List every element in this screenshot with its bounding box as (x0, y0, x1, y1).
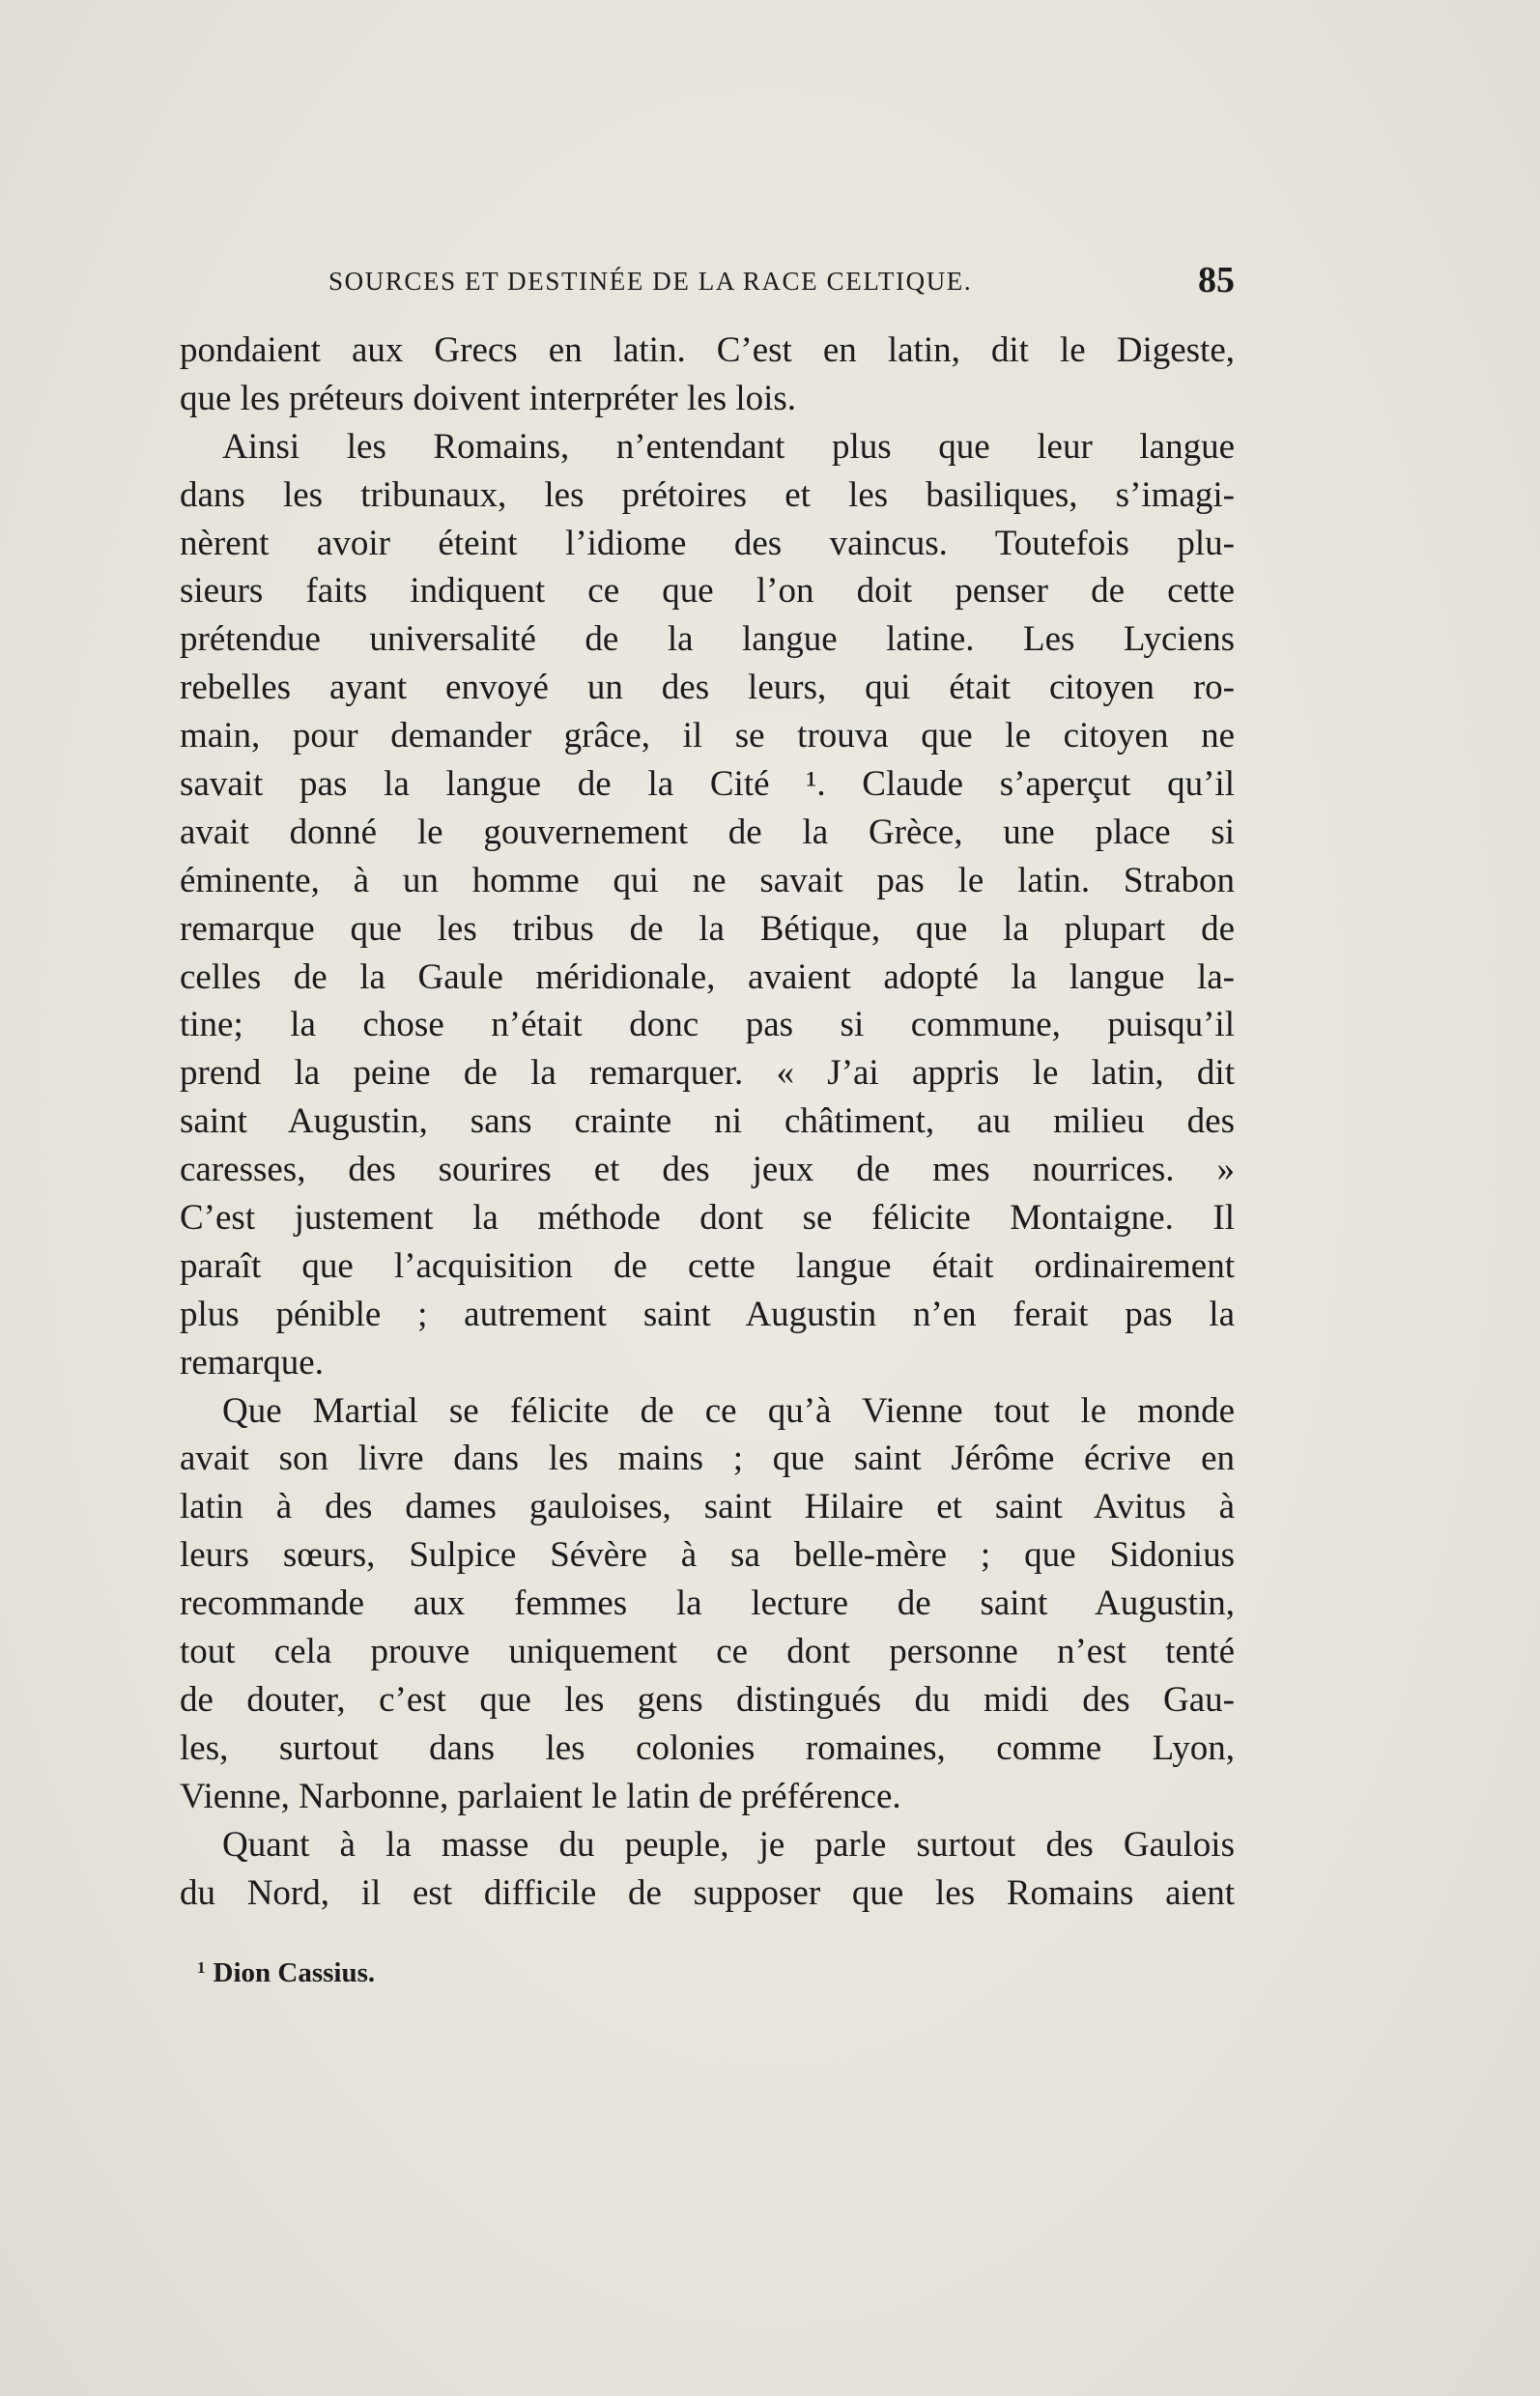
text-line: Que Martial se félicite de ce qu’à Vienne tout le monde (222, 1390, 1235, 1431)
text-line: de douter, c’est que les gens distingués du midi des Gau- (180, 1679, 1235, 1720)
text-line: que les préteurs doivent interpréter les lois. (180, 378, 797, 418)
text-line: saint Augustin, sans crainte ni châtiment, au milieu des (180, 1101, 1235, 1142)
text-line: prétendue universalité de la langue latine. Les Lyciens (180, 619, 1235, 660)
text-line: caresses, des sourires et des jeux de mes nourrices. » (180, 1150, 1235, 1190)
text-line: nèrent avoir éteint l’idiome des vaincus. Toutefois plu- (180, 523, 1235, 563)
text-line: plus pénible ; autrement saint Augustin n’en ferait pas la (180, 1294, 1235, 1334)
text-line: celles de la Gaule méridionale, avaient adopté la langue la- (180, 956, 1235, 997)
text-line: C’est justement la méthode dont se félicite Montaigne. Il (180, 1198, 1235, 1239)
text-line: rebelles ayant envoyé un des leurs, qui était citoyen ro- (180, 668, 1235, 708)
text-line: Vienne, Narbonne, parlaient le latin de préférence. (180, 1776, 901, 1816)
text-line: pondaient aux Grecs en latin. C’est en latin, dit le Digeste, (180, 330, 1235, 370)
text-line: leurs sœurs, Sulpice Sévère à sa belle-mère ; que Sidonius (180, 1535, 1235, 1576)
text-line: savait pas la langue de la Cité ¹. Claude s’aperçut qu’il (180, 764, 1235, 805)
text-line: latin à des dames gauloises, saint Hilaire et saint Avitus à (180, 1487, 1235, 1527)
text-line: du Nord, il est difficile de supposer que les Romains aient (180, 1872, 1235, 1913)
text-line: éminente, à un homme qui ne savait pas le latin. Strabon (180, 860, 1235, 900)
text-line: dans les tribunaux, les prétoires et les basiliques, s’imagi- (180, 474, 1235, 515)
page-header (328, 259, 1235, 307)
footnote-marker: 1 (197, 1958, 206, 1977)
text-line: avait donné le gouvernement de la Grèce, une place si (180, 812, 1235, 852)
body-text (180, 327, 1235, 1917)
page-number: 85 (1198, 260, 1235, 300)
running-title: SOURCES ET DESTINÉE DE LA RACE CELTIQUE. (328, 267, 973, 296)
text-line: Quant à la masse du peuple, je parle surtout des Gaulois (222, 1824, 1235, 1865)
text-line: avait son livre dans les mains ; que saint Jérôme écrive en (180, 1439, 1235, 1479)
text-line: sieurs faits indiquent ce que l’on doit penser de cette (180, 571, 1235, 612)
text-line: main, pour demander grâce, il se trouva que le citoyen ne (180, 716, 1235, 756)
text-line: prend la peine de la remarquer. « J’ai appris le latin, dit (180, 1053, 1235, 1094)
text-line: remarque. (180, 1342, 324, 1383)
text-line: tine; la chose n’était donc pas si commune, puisqu’il (180, 1005, 1235, 1045)
footnote-text: Dion Cassius. (213, 1957, 376, 1988)
text-line: Ainsi les Romains, n’entendant plus que leur langue (222, 426, 1235, 467)
text-line: tout cela prouve uniquement ce dont personne n’est tenté (180, 1632, 1235, 1672)
text-line: recommande aux femmes la lecture de saint Augustin, (180, 1583, 1235, 1624)
text-line: paraît que l’acquisition de cette langue était ordinairement (180, 1245, 1235, 1286)
footnote (197, 1957, 375, 1989)
text-line: remarque que les tribus de la Bétique, que la plupart de (180, 908, 1235, 949)
text-line: les, surtout dans les colonies romaines, comme Lyon, (180, 1727, 1235, 1768)
